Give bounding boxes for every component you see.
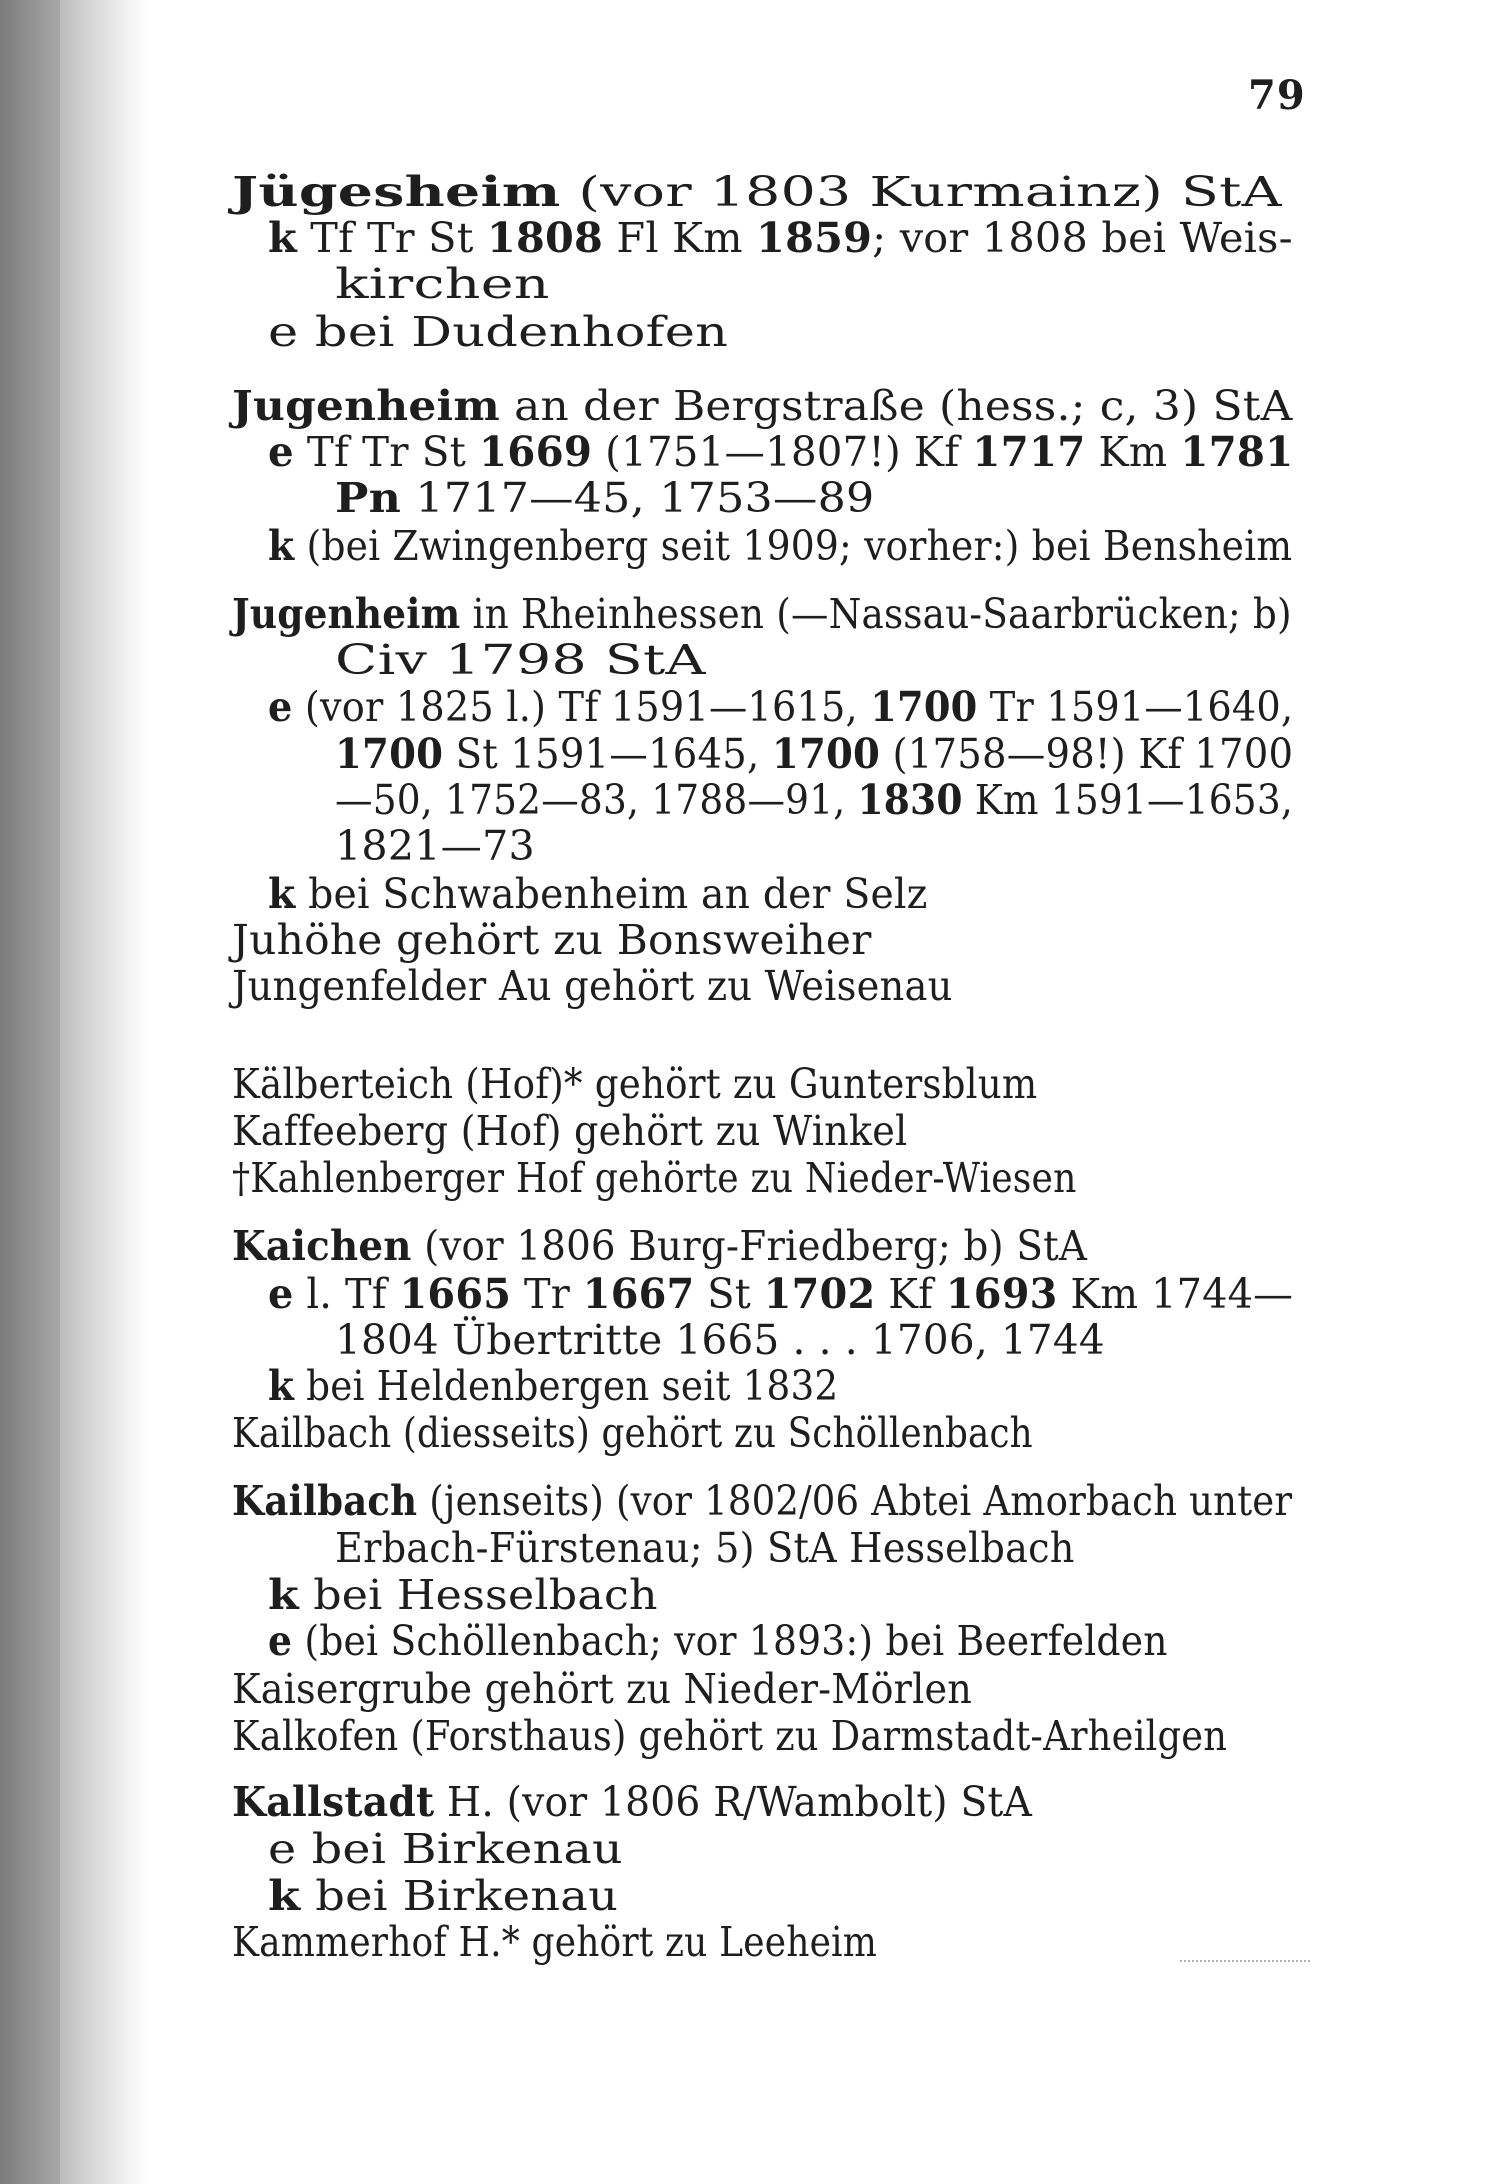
text: (vor 1803 Kurmainz) StA [560, 168, 1282, 216]
text: (vor 1806 Burg-Friedberg; b) StA [411, 1222, 1088, 1270]
entry-line [268, 428, 1293, 476]
text: kirchen [335, 260, 550, 308]
text: (bei Zwingenberg seit 1909; vorher:) bei Bensheim [294, 522, 1293, 570]
entry-line [232, 1477, 1292, 1525]
bold-text: Jügesheim [232, 168, 561, 216]
text: Kalkofen (Forsthaus) gehört zu Darmstadt-Arheilgen [232, 1712, 1228, 1760]
entry-line [232, 1665, 972, 1713]
bold-text: k [268, 1571, 299, 1619]
entry-line [232, 1918, 877, 1966]
text: Kf [875, 1270, 946, 1318]
entry-line [335, 822, 535, 870]
bold-text: 1717 [972, 428, 1086, 476]
stray-marks [1180, 1960, 1310, 1964]
text: Juhöhe gehört zu Bonsweiher [232, 916, 872, 964]
entry-line [232, 1409, 1033, 1457]
entry-line [268, 1825, 623, 1873]
bold-text: 1669 [479, 428, 593, 476]
text: (jenseits) (vor 1802/06 Abtei Amorbach unter [417, 1477, 1293, 1525]
entry-line [232, 1778, 1032, 1826]
bold-text: 1702 [763, 1270, 876, 1318]
text: l. Tf [293, 1270, 400, 1318]
text: 1804 Übertritte 1665 . . . 1706, 1744 [335, 1316, 1105, 1364]
text: Tf Tr St [293, 428, 480, 476]
text: Km 1591—1653, [962, 776, 1294, 824]
entry-line [232, 382, 1293, 430]
entry-line [335, 776, 1293, 824]
bold-text: e [268, 1270, 294, 1318]
entry-line [232, 1107, 907, 1155]
bold-text: 1781 [1180, 428, 1294, 476]
text: (1751—1807!) Kf [592, 428, 973, 476]
text: Kammerhof H.* gehört zu Leeheim [232, 1918, 878, 1966]
text: bei Hesselbach [298, 1571, 658, 1619]
page-number: 79 [1248, 72, 1306, 119]
text: an der Bergstraße (hess.; c, 3) StA [499, 382, 1293, 430]
bold-text: Kallstadt [232, 1778, 435, 1826]
text: Fl Km [603, 214, 757, 262]
text: 1821—73 [335, 822, 535, 870]
entry-line [268, 1362, 838, 1410]
bold-text: 1665 [399, 1270, 512, 1318]
entry-line [232, 1222, 1087, 1270]
text: †Kahlenberger Hof gehörte zu Nieder-Wiesen [232, 1154, 1077, 1202]
text: e bei Dudenhofen [268, 308, 729, 356]
entry-line [232, 916, 872, 964]
entry-line [335, 474, 874, 522]
text: e bei Birkenau [268, 1825, 623, 1873]
entry-line [232, 168, 1282, 216]
text: Km [1085, 428, 1181, 476]
text: (vor 1825 l.) Tf 1591—1615, [292, 683, 871, 731]
entry-line [268, 1617, 1168, 1665]
book-gutter [0, 0, 60, 2184]
bold-text: Jugenheim [232, 590, 461, 638]
bold-text: k [268, 522, 295, 570]
text: bei Schwabenheim an der Selz [295, 870, 928, 918]
text: St [694, 1270, 764, 1318]
text: (1758—98!) Kf 1700 [880, 730, 1294, 778]
bold-text: e [268, 683, 293, 731]
text: Erbach-Fürstenau; 5) StA Hesselbach [335, 1524, 1075, 1572]
bold-text: 1700 [335, 730, 444, 778]
entry-line [232, 962, 953, 1010]
bold-text: 1808 [486, 214, 604, 262]
bold-text: e [268, 1617, 293, 1665]
entry-line [335, 260, 550, 308]
bold-text: 1667 [582, 1270, 695, 1318]
entry-line [335, 636, 706, 684]
text: H. (vor 1806 R/Wambolt) StA [434, 1778, 1033, 1826]
bold-text: 1693 [945, 1270, 1058, 1318]
bold-text: Kaichen [232, 1222, 412, 1270]
entry-line [268, 522, 1292, 570]
entry-line [268, 683, 1293, 731]
text: Civ 1798 StA [335, 636, 706, 684]
bold-text: 1830 [857, 776, 963, 824]
bold-text: 1859 [756, 214, 873, 262]
bold-text: k [268, 1362, 295, 1410]
text: Kaffeeberg (Hof) gehört zu Winkel [232, 1107, 908, 1155]
entry-line [335, 1316, 1105, 1364]
entry-line [268, 1270, 1293, 1318]
entry-line [335, 730, 1293, 778]
bold-text: Pn [335, 474, 402, 522]
text: in Rheinhessen (—Nassau-Saarbrücken; b) [460, 590, 1292, 638]
text: (bei Schöllenbach; vor 1893:) bei Beerfelden [292, 1617, 1168, 1665]
bold-text: 1700 [771, 730, 881, 778]
text: ; vor 1808 bei Weis- [872, 214, 1293, 262]
bold-text: e [268, 428, 294, 476]
entry-line [232, 1154, 1077, 1202]
bold-text: Kailbach [232, 1477, 418, 1525]
text: bei Heldenbergen seit 1832 [294, 1362, 839, 1410]
text: Kailbach (diesseits) gehört zu Schöllenbach [232, 1409, 1033, 1457]
entry-line [268, 308, 728, 356]
entry-line [268, 1571, 658, 1619]
entry-line [268, 1872, 618, 1920]
entry-line [232, 1060, 1037, 1108]
text: bei Birkenau [300, 1872, 619, 1920]
entry-line [335, 1524, 1075, 1572]
bold-text: Jugenheim [232, 382, 500, 430]
bold-text: k [268, 214, 297, 262]
text: Kaisergrube gehört zu Nieder-Mörlen [232, 1665, 973, 1713]
bold-text: k [268, 1872, 301, 1920]
entry-line [268, 870, 928, 918]
text: St 1591—1645, [443, 730, 772, 778]
bold-text: 1700 [870, 683, 978, 731]
text: 1717—45, 1753—89 [401, 474, 875, 522]
text: Jungenfelder Au gehört zu Weisenau [232, 962, 953, 1010]
entry-line [232, 590, 1292, 638]
entry-line [268, 214, 1293, 262]
text: Tf Tr St [296, 214, 487, 262]
text: Tr [511, 1270, 583, 1318]
text: Tr 1591—1640, [977, 683, 1294, 731]
text: —50, 1752—83, 1788—91, [335, 776, 858, 824]
entry-line [232, 1712, 1227, 1760]
bold-text: k [268, 870, 296, 918]
text: Km 1744— [1057, 1270, 1294, 1318]
text: Kälberteich (Hof)* gehört zu Guntersblum [232, 1060, 1038, 1108]
